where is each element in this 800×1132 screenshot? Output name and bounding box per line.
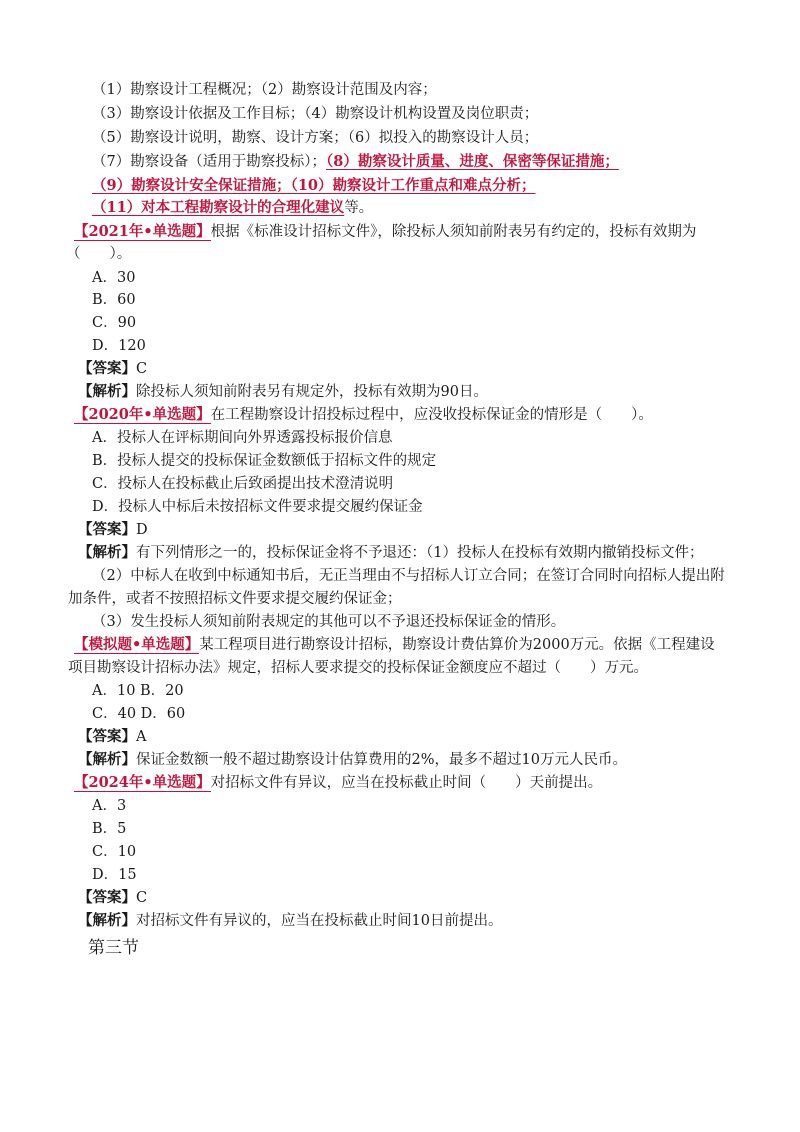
intro-highlight-11: （11）对本工程勘察设计的合理化建议	[92, 199, 345, 216]
q3-analysis: 【解析】保证金数额一般不超过勘察设计估算费用的2%，最多不超过10万元人民币。	[78, 751, 627, 768]
q2-option-d: D．投标人中标后未按招标文件要求提交履约保证金	[92, 499, 423, 515]
q2-stem: 【2020年•单选题】在工程勘察设计招投标过程中，应没收投标保证金的情形是（ ）。	[74, 406, 653, 423]
q4-analysis: 【解析】对招标文件有异议的，应当在投标截止时间10日前提出。	[78, 912, 503, 929]
q1-answer: 【答案】C	[78, 360, 148, 377]
q1-stem: 【2021年•单选题】根据《标准设计招标文件》，除投标人须知前附表另有约定的，投标有效期为	[74, 223, 697, 240]
q4-option-c: C．10	[92, 844, 137, 860]
intro-highlight-8: （8）勘察设计质量、进度、保密等保证措施；	[325, 153, 619, 170]
q1-option-c: C．90	[92, 315, 137, 331]
q4-answer: 【答案】C	[78, 889, 148, 906]
q3-options-cd: C．40 D．60	[92, 706, 186, 722]
intro-line-4: （7）勘察设备（适用于勘察投标）；（8）勘察设计质量、进度、保密等保证措施；	[92, 153, 619, 170]
intro-line-5	[92, 176, 536, 196]
intro-line-2: （3）勘察设计依据及工作目标；（4）勘察设计机构设置及岗位职责；	[92, 106, 539, 122]
q3-stem-cont: 项目勘察设计招标办法》规定，招标人要求提交的投标保证金额度应不超过（ ）万元。	[68, 660, 648, 676]
q2-answer: 【答案】D	[78, 521, 148, 538]
q2-option-a: A．投标人在评标期间向外界透露投标报价信息	[92, 430, 393, 446]
q1-stem-cont: （ ）。	[66, 246, 132, 262]
q4-tag: 【2024年•单选题】	[74, 774, 211, 791]
q1-option-a: A．30	[92, 270, 136, 286]
q2-option-c: C．投标人在投标截止后致函提出技术澄清说明	[92, 476, 394, 492]
q1-option-d: D．120	[92, 338, 146, 354]
q1-analysis: 【解析】除投标人须知前附表另有规定外，投标有效期为90日。	[78, 383, 488, 400]
q4-stem: 【2024年•单选题】对招标文件有异议，应当在投标截止时间（ ）天前提出。	[74, 774, 603, 791]
q2-analysis: 【解析】有下列情形之一的，投标保证金将不予退还：（1）投标人在投标有效期内撤销投标文件；	[78, 544, 704, 561]
q2-analysis-cont-1: （2）中标人在收到中标通知书后，无正当理由不与招标人订立合同；在签订合同时向招标人提出附	[92, 568, 725, 584]
intro-line-6: （11）对本工程勘察设计的合理化建议等。	[92, 199, 374, 216]
q3-tag: 【模拟题•单选题】	[74, 636, 200, 653]
q3-options-ab: A．10 B．20	[92, 683, 184, 699]
q2-tag: 【2020年•单选题】	[74, 406, 211, 423]
section-title: 第三节	[88, 938, 139, 958]
intro-highlight-9-10: （9）勘察设计安全保证措施；（10）勘察设计工作重点和难点分析；	[92, 177, 536, 194]
q3-answer: 【答案】A	[78, 728, 147, 745]
q4-option-b: B．5	[92, 821, 127, 837]
q4-option-d: D．15	[92, 867, 137, 883]
intro-line-1: （1）勘察设计工程概况；（2）勘察设计范围及内容；	[92, 82, 437, 98]
q1-tag: 【2021年•单选题】	[74, 223, 211, 240]
q2-analysis-cont-2: 加条件，或者不按照招标文件要求提交履约保证金；	[68, 591, 402, 607]
q2-analysis-cont-3: （3）发生投标人须知前附表规定的其他可以不予退还投标保证金的情形。	[92, 614, 566, 630]
q1-option-b: B．60	[92, 292, 136, 308]
q4-option-a: A．3	[92, 798, 127, 814]
q3-stem: 【模拟题•单选题】某工程项目进行勘察设计招标，勘察设计费估算价为2000万元。依据《工程建设	[74, 636, 715, 653]
q2-option-b: B．投标人提交的投标保证金数额低于招标文件的规定	[92, 453, 437, 469]
intro-line-3: （5）勘察设计说明，勘察、设计方案；（6）拟投入的勘察设计人员；	[92, 130, 539, 146]
